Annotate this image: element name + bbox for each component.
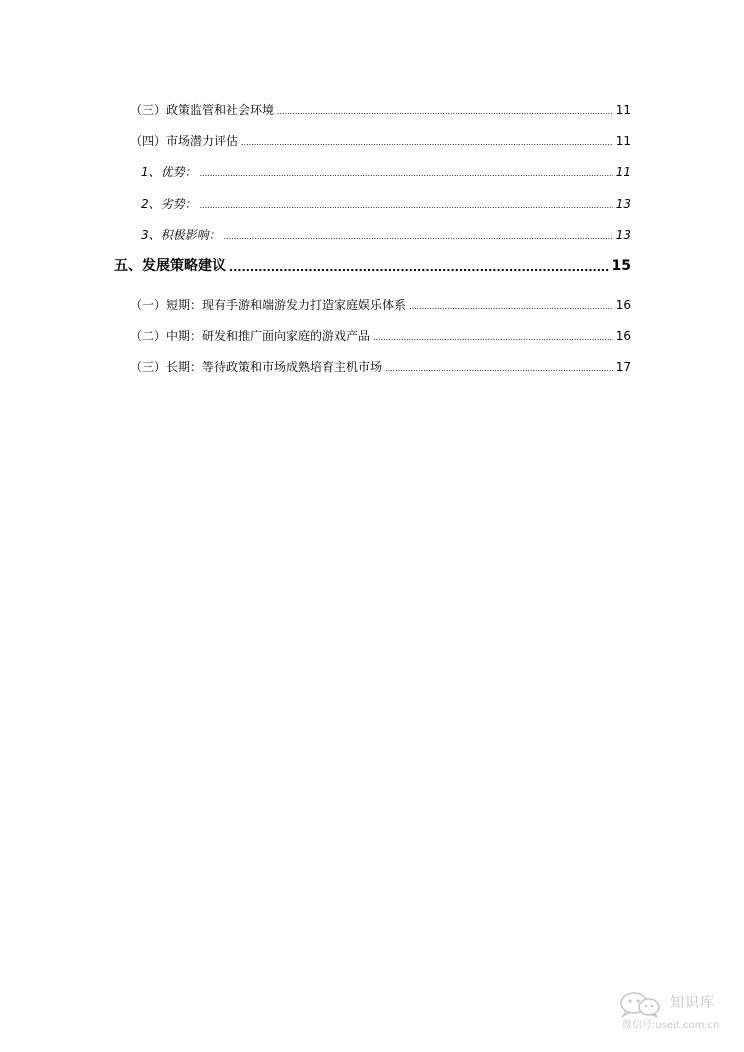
toc-entry-label: （一）短期：现有手游和端游发力打造家庭娱乐体系 xyxy=(130,298,407,312)
toc-entry-page: 13 xyxy=(615,228,631,242)
watermark xyxy=(618,992,736,1034)
toc-leader-dots xyxy=(224,231,613,243)
toc-entry-page: 11 xyxy=(615,165,631,179)
toc-entry[interactable] xyxy=(141,196,631,212)
toc-entry-label: 3、积极影响： xyxy=(141,228,221,242)
toc-leader-dots xyxy=(373,332,613,344)
toc-entry-page: 11 xyxy=(615,103,631,117)
wechat-icon xyxy=(618,992,664,1018)
toc-entry[interactable] xyxy=(130,328,631,344)
watermark-brand: 知识库 xyxy=(670,995,715,1011)
toc-entry-label: 五、发展策略建议 xyxy=(114,258,226,274)
toc-leader-dots xyxy=(241,137,613,149)
toc-leader-dots xyxy=(385,363,613,375)
toc-entry-chapter[interactable] xyxy=(114,257,631,275)
watermark-subtitle: 微信号:useit.com.cn xyxy=(622,1020,720,1031)
toc-entry-label: 2、劣势： xyxy=(141,197,197,211)
toc-entry-page: 17 xyxy=(615,360,631,374)
toc-leader-dots xyxy=(229,260,609,275)
toc-entry-label: 1、优势： xyxy=(141,165,197,179)
toc-entry-label: （四）市场潜力评估 xyxy=(130,134,239,148)
toc-leader-dots xyxy=(200,200,613,212)
toc-entry[interactable] xyxy=(130,133,631,149)
toc-entry[interactable] xyxy=(141,227,631,243)
toc-entry[interactable] xyxy=(141,164,631,180)
toc-entry[interactable] xyxy=(130,297,631,313)
toc-entry-page: 13 xyxy=(615,197,631,211)
toc-entry-label: （三）政策监管和社会环境 xyxy=(130,103,275,117)
toc-entry-label: （三）长期：等待政策和市场成熟培育主机市场 xyxy=(130,360,383,374)
toc-entry-label: （二）中期：研发和推广面向家庭的游戏产品 xyxy=(130,329,371,343)
toc-leader-dots xyxy=(200,168,613,180)
toc-entry[interactable] xyxy=(130,359,631,375)
toc-entry[interactable] xyxy=(130,102,631,118)
toc-entry-page: 16 xyxy=(615,298,631,312)
toc-leader-dots xyxy=(409,301,613,313)
toc-entry-page: 16 xyxy=(615,329,631,343)
toc-entry-page: 15 xyxy=(611,258,631,274)
toc-entry-page: 11 xyxy=(615,134,631,148)
toc-leader-dots xyxy=(277,106,613,118)
